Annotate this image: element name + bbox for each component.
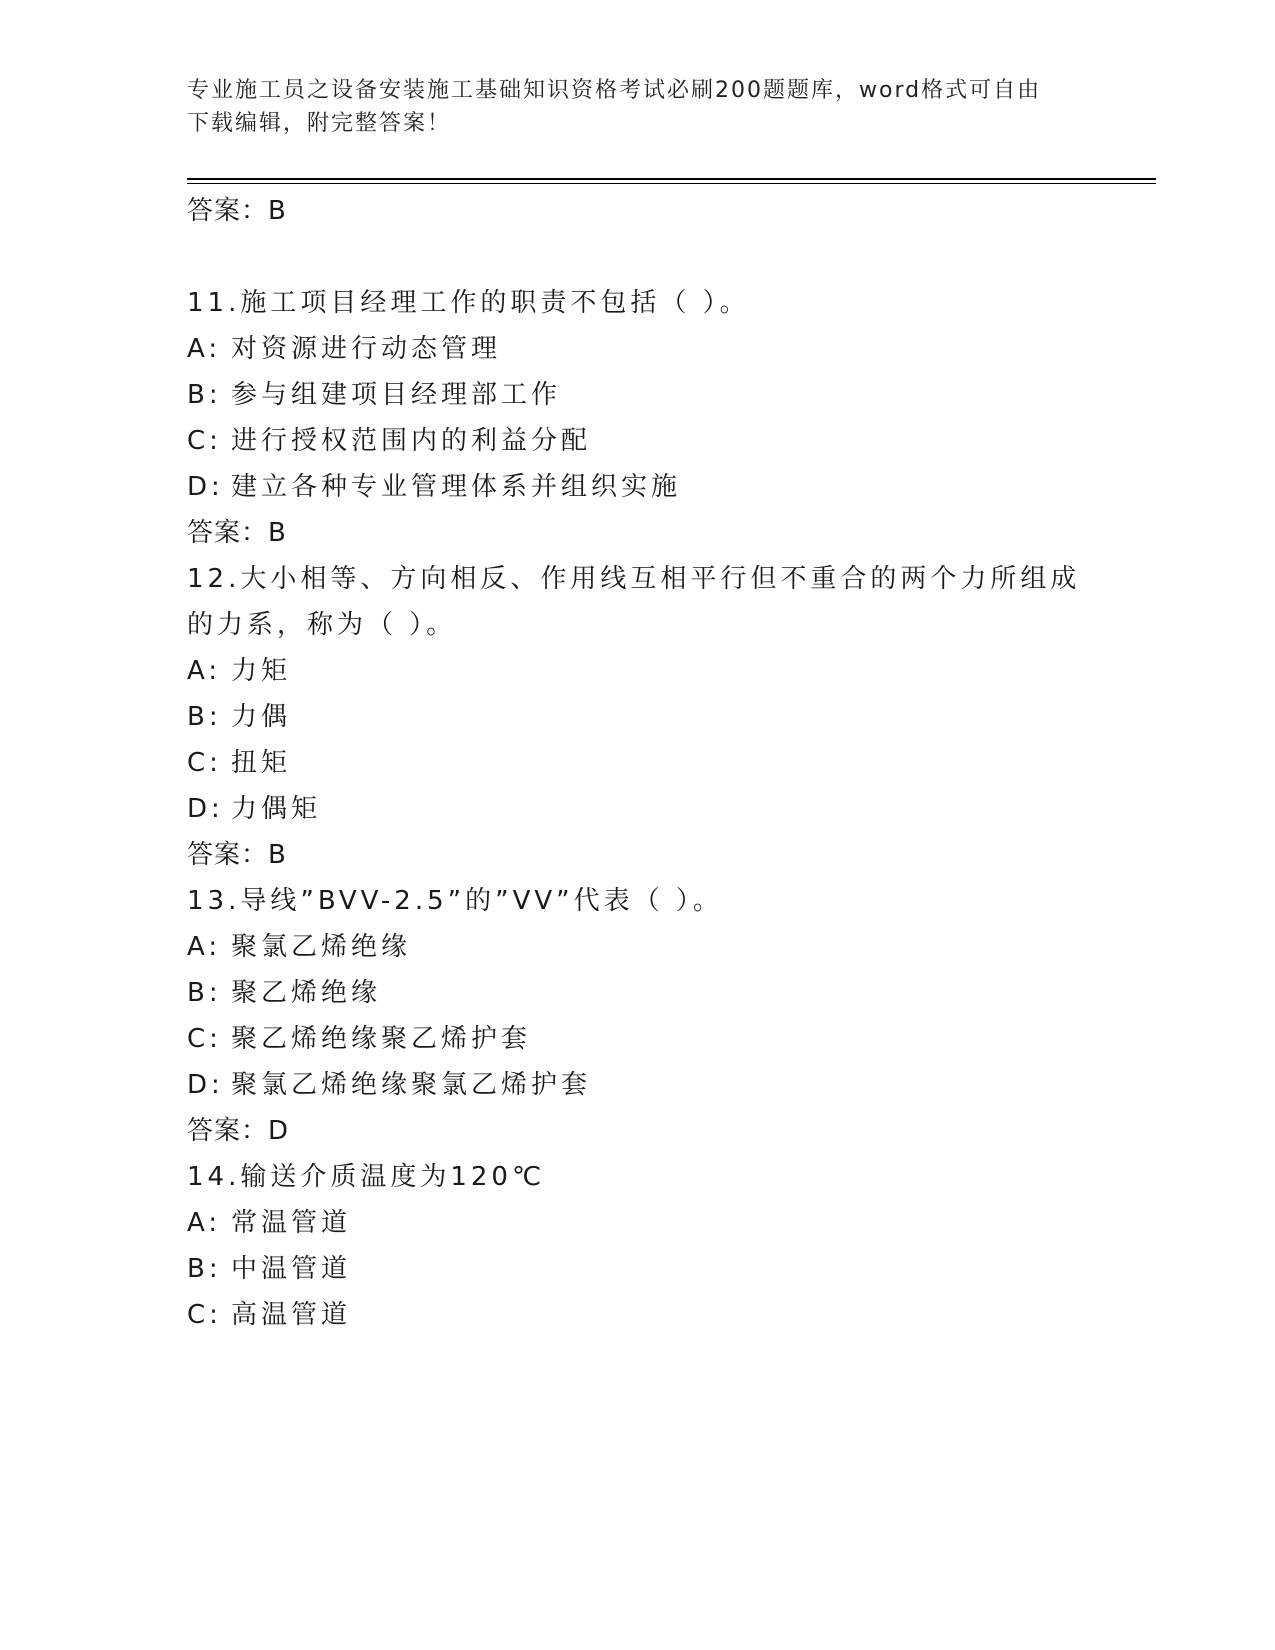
answer-line: 答案：B	[187, 840, 287, 870]
option-text: 高温管道	[231, 1300, 352, 1330]
option-row	[187, 694, 1087, 740]
document-header	[187, 74, 1087, 140]
question-block	[187, 556, 1087, 878]
option-text: 进行授权范围内的利益分配	[231, 426, 592, 456]
question-stem: 14.输送介质温度为120℃	[187, 1162, 546, 1192]
option-label: D:	[187, 472, 224, 502]
option-row	[187, 1246, 1087, 1292]
answer-line: 答案：B	[187, 518, 287, 548]
question-stem: 12.大小相等、方向相反、作用线互相平行但不重合的两个力所组成的力系，称为（ ）。	[187, 564, 1081, 640]
option-row	[187, 1016, 1087, 1062]
option-text: 中温管道	[231, 1254, 352, 1284]
option-text: 常温管道	[231, 1208, 352, 1238]
option-row	[187, 1200, 1087, 1246]
option-text: 力偶	[231, 702, 292, 732]
question-block	[187, 1154, 1087, 1338]
answer-line: 答案：D	[187, 1116, 290, 1146]
option-row	[187, 924, 1087, 970]
answer-line: 答案：B	[187, 196, 287, 226]
header-line-2: 下载编辑，附完整答案！	[187, 111, 452, 136]
option-label: B:	[187, 702, 222, 732]
header-divider-thick	[187, 178, 1156, 180]
option-row	[187, 740, 1087, 786]
question-block	[187, 280, 1087, 556]
option-label: B:	[187, 978, 222, 1008]
option-row	[187, 372, 1087, 418]
option-row	[187, 464, 1087, 510]
option-label: C:	[187, 1300, 222, 1330]
question-stem: 11.施工项目经理工作的职责不包括（ ）。	[187, 288, 750, 318]
option-row	[187, 786, 1087, 832]
option-row	[187, 1292, 1087, 1338]
option-label: A:	[187, 1208, 222, 1238]
option-label: A:	[187, 334, 222, 364]
question-block	[187, 878, 1087, 1154]
option-text: 参与组建项目经理部工作	[231, 380, 562, 410]
option-text: 力偶矩	[231, 794, 322, 824]
option-label: D:	[187, 794, 224, 824]
option-text: 扭矩	[231, 748, 292, 778]
option-label: B:	[187, 1254, 222, 1284]
option-label: A:	[187, 656, 222, 686]
header-divider-thin	[187, 183, 1156, 184]
option-label: A:	[187, 932, 222, 962]
document-body	[187, 188, 1087, 1338]
option-text: 建立各种专业管理体系并组织实施	[231, 472, 682, 502]
option-row	[187, 418, 1087, 464]
option-text: 聚乙烯绝缘	[231, 978, 382, 1008]
option-text: 力矩	[231, 656, 292, 686]
option-row	[187, 326, 1087, 372]
option-text: 对资源进行动态管理	[231, 334, 502, 364]
question-list	[187, 280, 1087, 1338]
option-row	[187, 970, 1087, 1016]
option-row	[187, 648, 1087, 694]
option-label: C:	[187, 1024, 222, 1054]
question-stem: 13.导线”BVV-2.5”的”VV”代表（ ）。	[187, 886, 723, 916]
option-text: 聚乙烯绝缘聚乙烯护套	[231, 1024, 532, 1054]
option-text: 聚氯乙烯绝缘	[231, 932, 412, 962]
option-label: C:	[187, 748, 222, 778]
option-row	[187, 1062, 1087, 1108]
option-label: B:	[187, 380, 222, 410]
option-label: C:	[187, 426, 222, 456]
option-label: D:	[187, 1070, 224, 1100]
option-text: 聚氯乙烯绝缘聚氯乙烯护套	[231, 1070, 592, 1100]
header-line-1: 专业施工员之设备安装施工基础知识资格考试必刷200题题库，word格式可自由	[187, 78, 1042, 103]
